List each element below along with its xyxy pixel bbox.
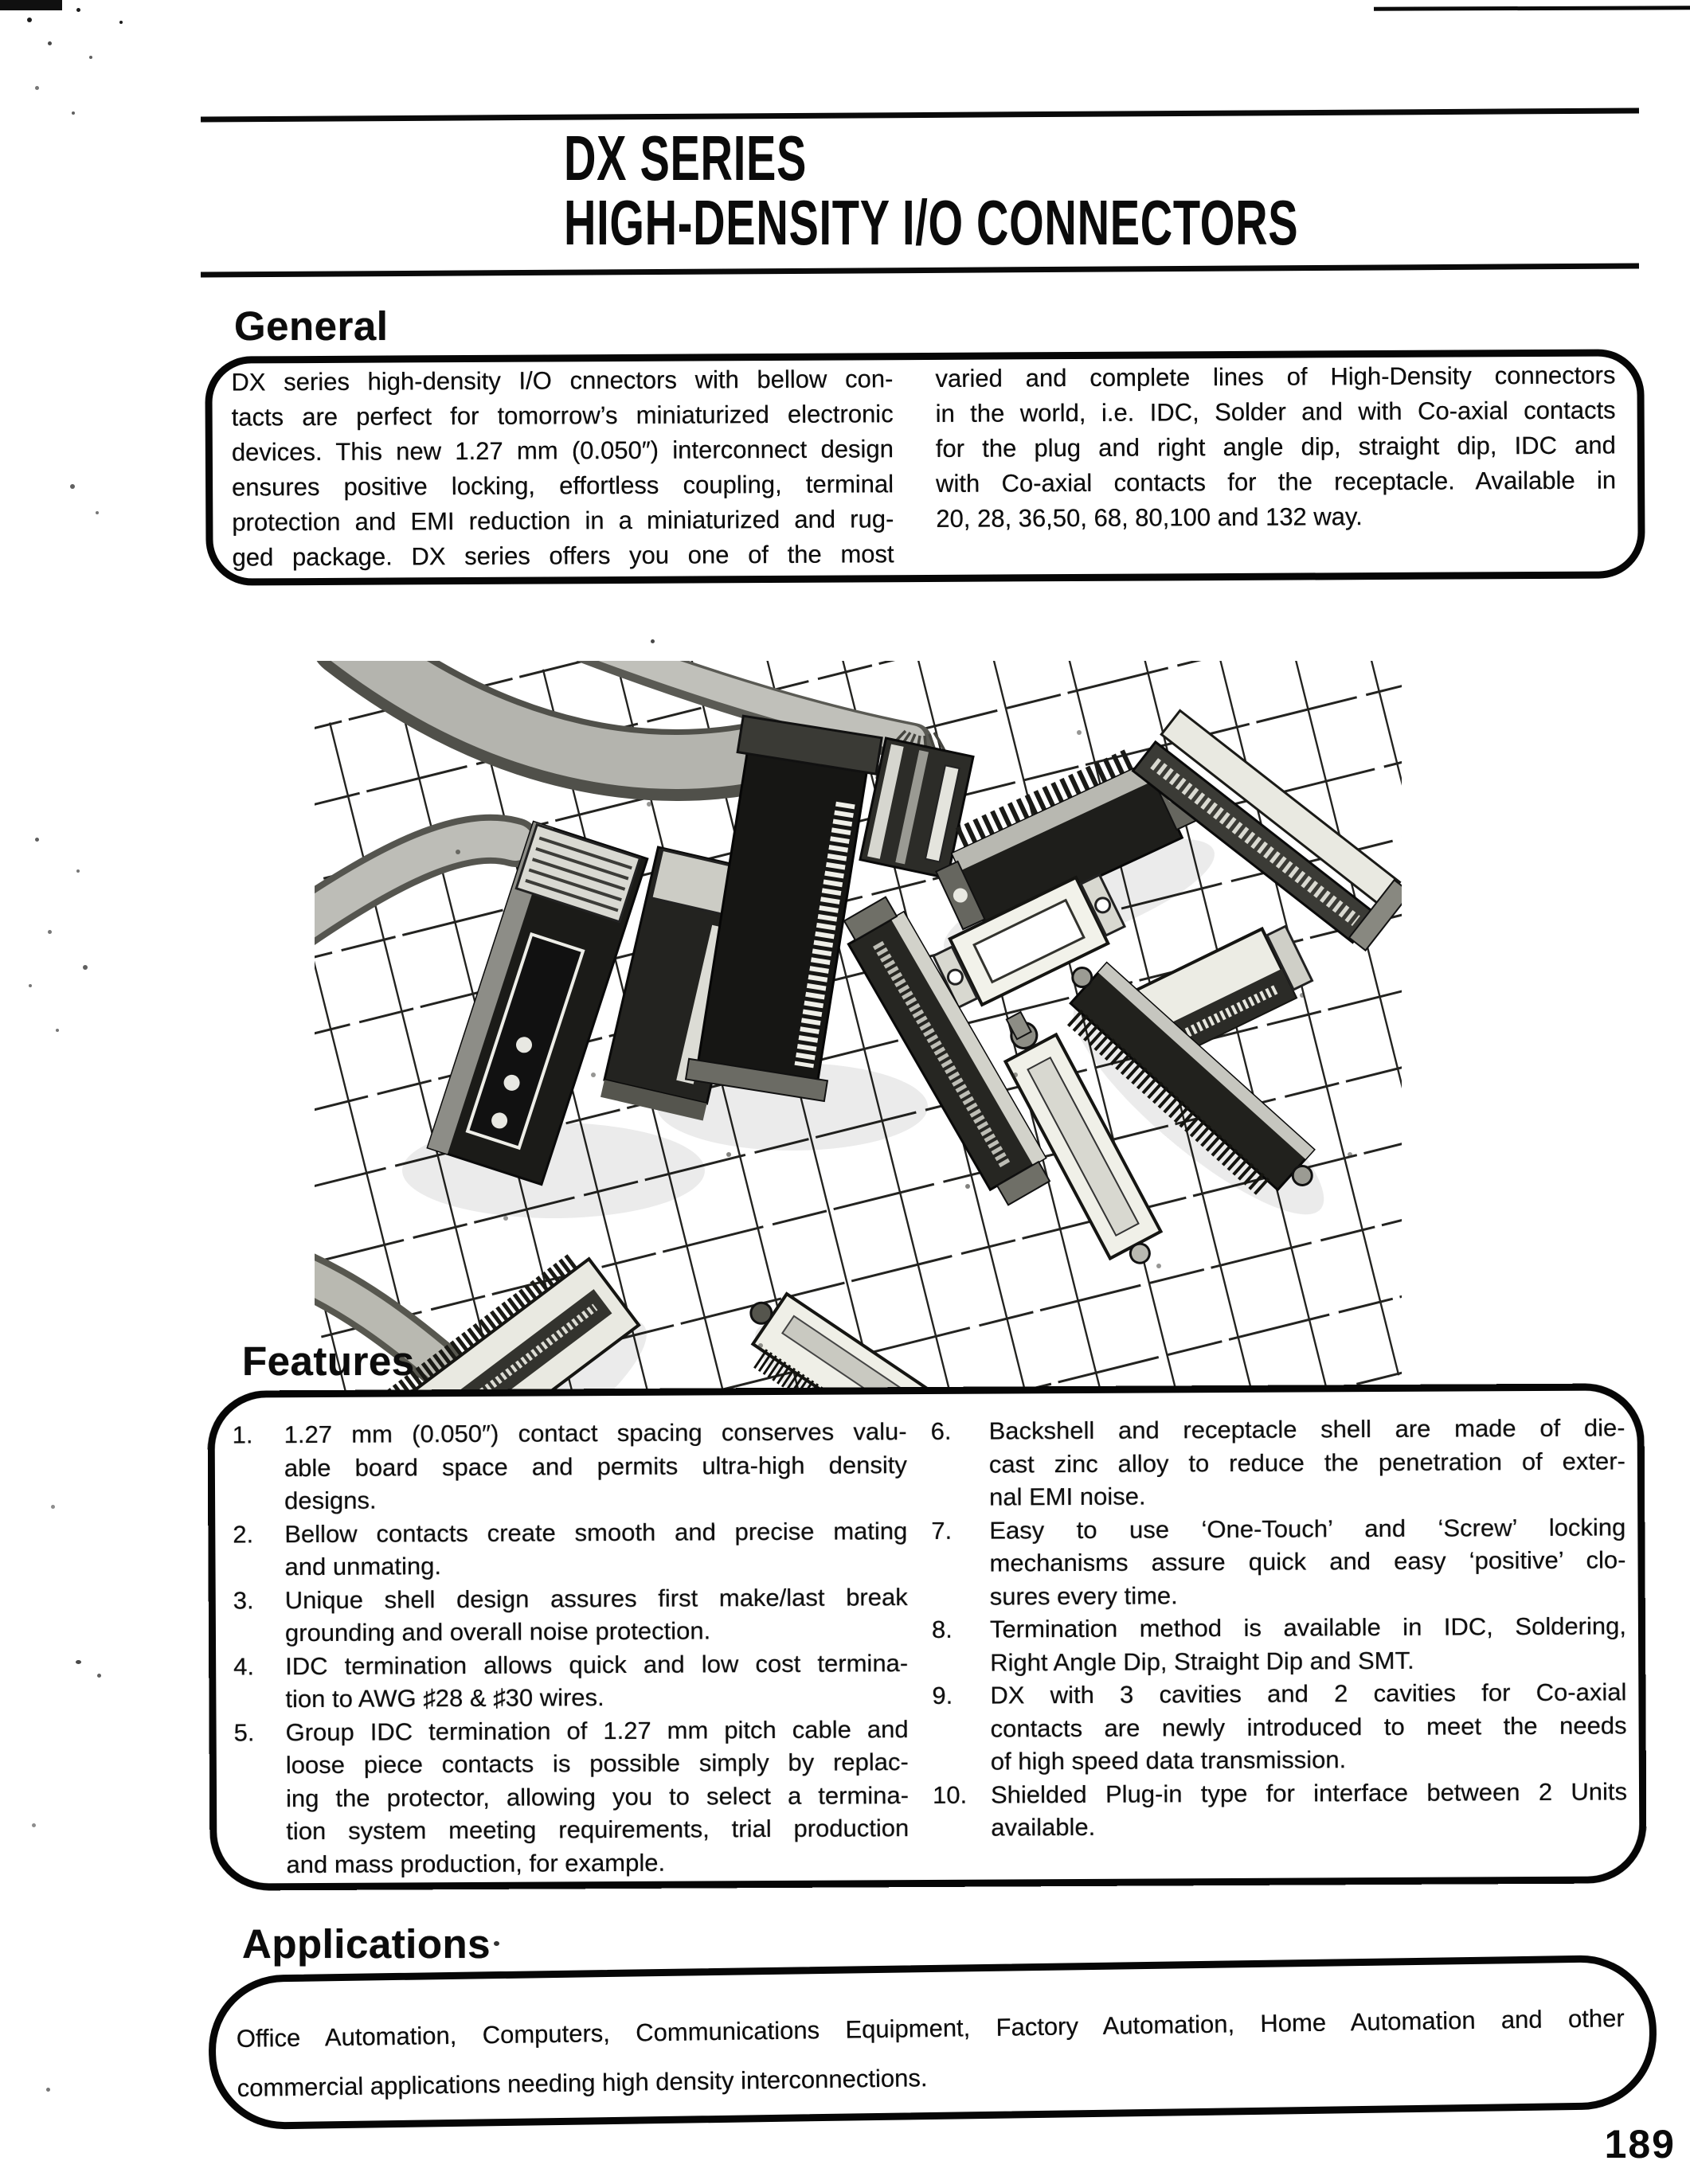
feature-item-1: 1. 1.27 mm (0.050″) contact spacing conserves valu- able board space and permits ultra-high density designs. xyxy=(232,1417,907,1515)
scan-artifact-corner xyxy=(0,0,62,10)
features-list xyxy=(233,1411,1628,1881)
page-title-line1: DX SERIES xyxy=(564,123,808,193)
page-title xyxy=(564,123,1299,258)
feature-item-8: 8. Termination method is available in IDC, Soldering, Right Angle Dip, Straight Dip and SMT. xyxy=(931,1612,1627,1677)
general-text xyxy=(231,357,1616,575)
features-box xyxy=(207,1383,1646,1890)
general-col-left: DX series high-density I/O cnnectors with bellow con- tacts are perfect for tomorrow’s miniaturized electronic devices. This new 1.27 mm (0.050″) interconnect design ensures positive locking, effortless coupling, terminal protection and EMI reduction in a miniaturized and rug- ged package. DX series offers you one of the most xyxy=(231,365,894,572)
page-title-line2: HIGH-DENSITY I/O CONNECTORS xyxy=(564,187,1299,258)
feature-item-3: 3. Unique shell design assures first make/last break grounding and overall noise protection. xyxy=(233,1582,908,1647)
features-heading: Features xyxy=(242,1338,415,1384)
feature-item-5: 5. Group IDC termination of 1.27 mm pitch cable and loose piece contacts is possible simply by replac- ing the protector, allowing you to select a termina- tion system meeting requirements, trial production and mass production, for example. xyxy=(233,1714,910,1878)
features-col-right xyxy=(931,1411,1628,1877)
feature-item-2: 2. Bellow contacts create smooth and precise mating and unmating. xyxy=(233,1516,908,1581)
feature-item-9: 9. DX with 3 cavities and 2 cavities for Co-axial contacts are newly introduced to meet the needs of high speed data transmission. xyxy=(932,1678,1627,1776)
general-box xyxy=(205,349,1645,585)
feature-item-4: 4. IDC termination allows quick and low cost termina- tion to AWG ♯28 & ♯30 wires. xyxy=(233,1648,909,1713)
top-right-rule xyxy=(1374,6,1690,10)
feature-item-10: 10. Shielded Plug-in type for interface between 2 Units available. xyxy=(932,1776,1628,1842)
applications-heading: Applications xyxy=(242,1921,491,1967)
applications-box xyxy=(208,1955,1658,2131)
general-col-right: varied and complete lines of High-Density connectors in the world, i.e. IDC, Solder and with Co-axial contacts for the plug and right angle dip, straight dip, IDC and with Co-axial contacts for the receptacle. Available in 20, 28, 36,50, 68, 80,100 and 132 way. xyxy=(935,361,1617,533)
page-number: 189 xyxy=(1604,2122,1676,2166)
title-rule-bottom xyxy=(201,263,1639,277)
features-col-left xyxy=(233,1415,910,1881)
title-rule-top xyxy=(201,107,1639,122)
applications-text: Office Automation, Computers, Communications Equipment, Factory Automation, Home Automation and other commercial applications needing high density interconnections. xyxy=(236,2004,1625,2102)
feature-item-6: 6. Backshell and receptacle shell are made of die- cast zinc alloy to reduce the penetration of exter- nal EMI noise. xyxy=(930,1413,1625,1511)
feature-item-7: 7. Easy to use ‘One-Touch’ and ‘Screw’ locking mechanisms assure quick and easy ‘positive’ clo- sures every time. xyxy=(931,1512,1626,1611)
general-heading: General xyxy=(234,303,389,349)
